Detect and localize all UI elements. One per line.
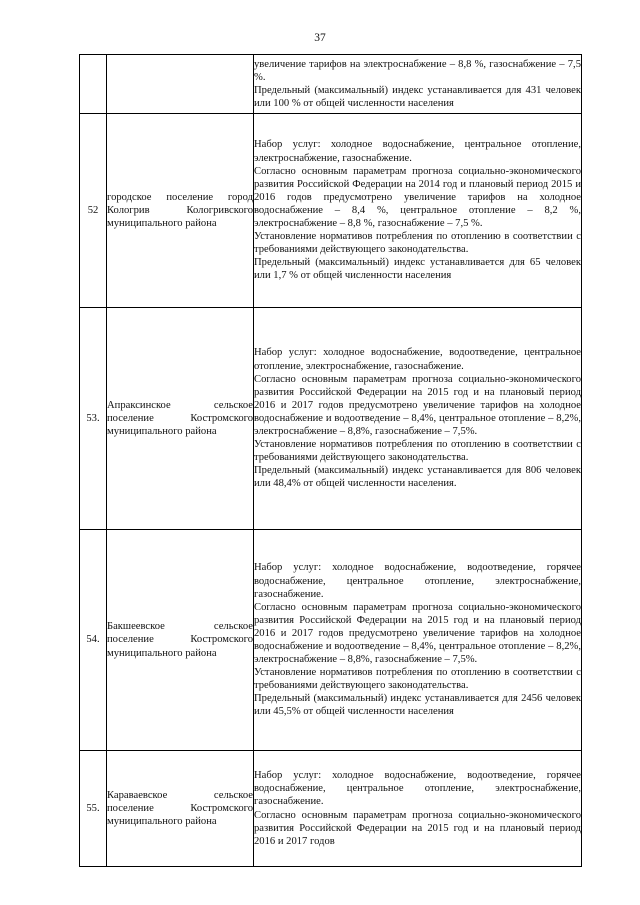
page-number: 37 [314,32,326,44]
table-row [80,751,582,867]
row-description [254,530,582,751]
description-paragraph: Набор услуг: холодное водоснабжение, водоотведение, горячее водоснабжение, центральное отопление, электроснабжение, газоснабжение. [254,562,581,600]
description-paragraph: Установление нормативов потребления по отоплению в соответствии с требованиями действующего законодательства. [254,439,581,464]
description-paragraph: Установление нормативов потребления по отоплению в соответствии с требованиями действующего законодательства. [254,667,581,692]
municipalities-table [79,54,582,867]
row-description [254,55,582,114]
municipality-name: городское поселение город Кологрив Кологривского муниципального района [107,114,254,308]
row-number: 55. [80,751,107,867]
municipality-name: Бакшеевское сельское поселение Костромского муниципального района [107,530,254,751]
description-paragraph: Установление нормативов потребления по отоплению в соответствии с требованиями действующего законодательства. [254,231,581,256]
description-paragraph: Согласно основным параметрам прогноза социально-экономического развития Российской Федерации на 2015 год и на плановый период 2016 и 2017 годов предусмотрено увеличение тарифов на холодное водоснабжение и водоотведение – 8,4%, центральное отопление – 8,2%, электроснабжение – 8,8%, газоснабжение – 7,5%. [254,373,581,438]
row-number [80,55,107,114]
description-paragraph: Согласно основным параметрам прогноза социально-экономического развития Российской Федерации на 2015 год и на плановый период 2016 и 2017 годов предусмотрено увеличение тарифов на холодное водоснабжение и водоотведение – 8,4%, центральное отопление – 8,2%, электроснабжение – 8,8%, газоснабжение – 7,5%. [254,601,581,666]
table-row [80,530,582,751]
row-description [254,308,582,530]
table-row [80,308,582,530]
municipality-name: Апраксинское сельское поселение Костромского муниципального района [107,308,254,530]
description-paragraph: Набор услуг: холодное водоснабжение, водоотведение, горячее водоснабжение, центральное отопление, электроснабжение, газоснабжение. [254,770,581,808]
table-row [80,114,582,308]
description-paragraph: Согласно основным параметрам прогноза социально-экономического развития Российской Федерации на 2014 год и плановый период 2015 и 2016 годов предусмотрено увеличение тарифов на холодное водоснабжение – 8,4 %, центральное отопление – 8,2 %, электроснабжение – 8,8 %, газоснабжение – 7,5 %. [254,165,581,230]
description-paragraph: Предельный (максимальный) индекс устанавливается для 65 человек или 1,7 % от общей численности населения [254,257,581,282]
row-number: 53. [80,308,107,530]
description-paragraph: Набор услуг: холодное водоснабжение, центральное отопление, электроснабжение, газоснабжение. [254,139,581,164]
municipality-name [107,55,254,114]
row-number: 52 [80,114,107,308]
table-row [80,55,582,114]
description-paragraph: Предельный (максимальный) индекс устанавливается для 431 человек или 100 % от общей численности населения [254,85,581,110]
description-paragraph: Набор услуг: холодное водоснабжение, водоотведение, центральное отопление, электроснабжение, газоснабжение. [254,347,581,372]
municipality-name: Караваевское сельское поселение Костромского муниципального района [107,751,254,867]
description-paragraph: Предельный (максимальный) индекс устанавливается для 2456 человек или 45,5% от общей численности населения [254,693,581,718]
row-description [254,114,582,308]
description-paragraph: Предельный (максимальный) индекс устанавливается для 806 человек или 48,4% от общей численности населения. [254,465,581,490]
description-paragraph: увеличение тарифов на электроснабжение – 8,8 %, газоснабжение – 7,5 %. [254,58,581,83]
row-number: 54. [80,530,107,751]
description-paragraph: Согласно основным параметрам прогноза социально-экономического развития Российской Федерации на 2015 год и на плановый период 2016 и 2017 годов [254,809,581,847]
row-description [254,751,582,867]
